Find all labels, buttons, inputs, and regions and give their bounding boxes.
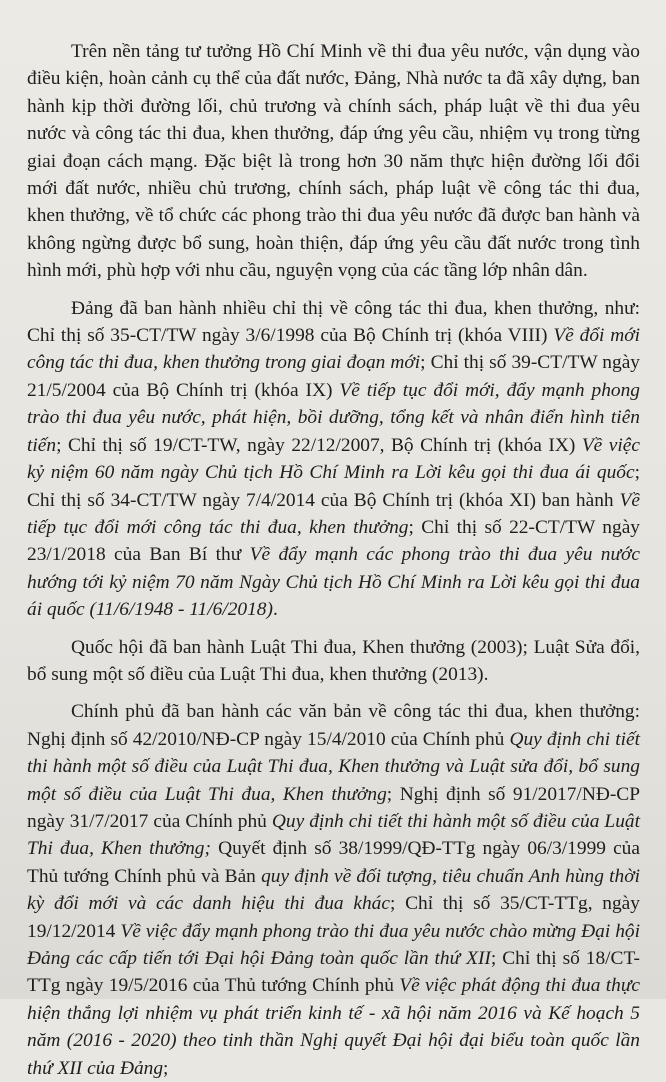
text-run: ; Chỉ thị số 18/CT-TTg ngày 19/5/2016 của Thủ tướng Chính phủ (27, 948, 640, 997)
text-run: Quyết định số 38/1999/QĐ-TTg ngày 06/3/1999 của Thủ tướng Chính phủ và Bản (27, 838, 640, 887)
italic-text-run: Về tiếp tục đổi mới, đẩy mạnh phong trào thi đua yêu nước, phát hiện, bồi dưỡng, tổng kết và nhân điển hình tiên tiến (27, 379, 640, 456)
text-run: Đảng đã ban hành nhiều chỉ thị về công tác thi đua, khen thưởng, như: Chỉ thị số 35-CT/TW ngày 3/6/1998 của Bộ Chính trị (khóa VIII) (27, 297, 640, 347)
italic-text-run: Về việc kỷ niệm 60 năm ngày Chủ tịch Hồ Chí Minh ra Lời kêu gọi thi đua ái quốc (27, 434, 640, 484)
italic-text-run: Về đổi mới công tác thi đua, khen thưởng trong giai đoạn mới (27, 325, 641, 374)
text-run: ; Chỉ thị số 19/CT-TW, ngày 22/12/2007, Bộ Chính trị (khóa IX) (56, 434, 582, 456)
text-run: Chính phủ đã ban hành các văn bản về công tác thi đua, khen thưởng: Nghị định số 42/2010/NĐ-CP ngày 15/4/2010 của Chính phủ (27, 701, 640, 750)
text-run: ; Nghị định số 91/2017/NĐ-CP ngày 31/7/2017 của Chính phủ (27, 783, 641, 832)
paragraph-4 (27, 698, 640, 1082)
text-run: . (272, 599, 278, 621)
italic-text-run: Về tiếp tục đổi mới công tác thi đua, khen thưởng (27, 489, 640, 538)
text-run: ; Chỉ thị số 35/CT-TTg, ngày 19/12/2014 (27, 893, 640, 942)
text-run: ; (163, 1057, 169, 1079)
paragraph-3 (27, 634, 640, 689)
italic-text-run: Quy định chi tiết thi hành một số điều của Luật Thi đua, Khen thưởng và Luật sửa đổi, bổ sung một số điều của Luật Thi đua, Khen thưởng (27, 728, 640, 805)
italic-text-run: quy định về đối tượng, tiêu chuẩn Anh hùng thời kỳ đổi mới và các danh hiệu thi đua khác (27, 865, 640, 915)
text-run: ; Chỉ thị số 39-CT/TW ngày 21/5/2004 của Bộ Chính trị (khóa IX) (27, 352, 641, 401)
italic-text-run: Về việc đẩy mạnh phong trào thi đua yêu nước chào mừng Đại hội Đảng các cấp tiến tới Đại hội Đảng toàn quốc lần thứ XII (27, 920, 641, 969)
text-run: Trên nền tảng tư tưởng Hồ Chí Minh về thi đua yêu nước, vận dụng vào điều kiện, hoàn cảnh cụ thể của đất nước, Đảng, Nhà nước ta đã xây dựng, ban hành kịp thời đường lối, chủ trương và chính sách, pháp luật về thi đua yêu nước và công tác thi đua, khen thưởng, đáp ứng yêu cầu, nhiệm vụ trong từng giai đoạn cách mạng. Đặc biệt là trong hơn 30 năm thực hiện đường lối đổi mới đất nước, nhiều chủ trương, chính sách, pháp luật về công tác thi đua, khen thưởng, về tổ chức các phong trào thi đua yêu nước đã được ban hành và không ngừng được bổ sung, hoàn thiện, đáp ứng yêu cầu đất nước trong tình hình mới, phù hợp với nhu cầu, nguyện vọng của các tầng lớp nhân dân. (27, 41, 640, 282)
text-run: ; Chỉ thị số 34-CT/TW ngày 7/4/2014 của Bộ Chính trị (khóa XI) ban hành (27, 462, 640, 511)
paragraph-1 (27, 38, 640, 285)
text-run: Quốc hội đã ban hành Luật Thi đua, Khen thưởng (2003); Luật Sửa đổi, bổ sung một số điều của Luật Thi đua, khen thưởng (2013). (27, 636, 640, 685)
italic-text-run: Về đẩy mạnh các phong trào thi đua yêu nước hướng tới kỷ niệm 70 năm Ngày Chủ tịch Hồ Chí Minh ra Lời kêu gọi thi đua ái quốc (11/6/1948 - 11/6/2018) (27, 544, 641, 621)
text-run: ; Chỉ thị số 22-CT/TW ngày 23/1/2018 của Ban Bí thư (27, 516, 640, 566)
paragraph-2 (27, 295, 640, 624)
italic-text-run: Về việc phát động thi đua thực hiện thắng lợi nhiệm vụ phát triển kinh tế - xã hội năm 2016 và Kế hoạch 5 năm (2016 - 2020) theo tinh thần Nghị quyết Đại hội đại biểu toàn quốc lần thứ XII của Đảng (27, 975, 641, 1079)
italic-text-run: Quy định chi tiết thi hành một số điều của Luật Thi đua, Khen thưởng; (27, 810, 640, 860)
